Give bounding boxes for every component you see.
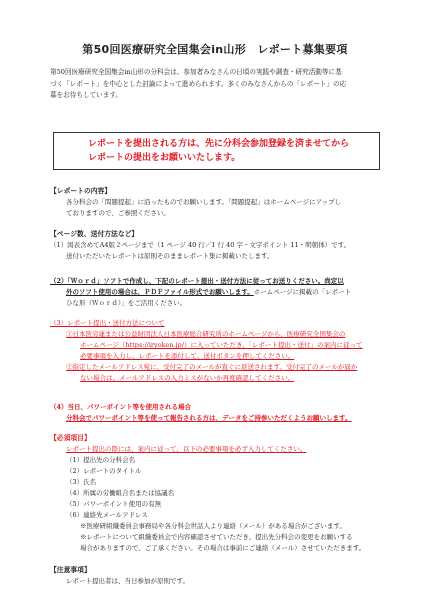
section-content <box>50 186 384 219</box>
section-pages <box>50 229 384 262</box>
submit-step-1: ①日本医労連または公益財団法人日本医療総合研究所のホームページから、医療研究全国集会の <box>66 330 346 338</box>
section-word <box>50 276 384 309</box>
notice-line: レポートの提出をお願いいたします。 <box>88 153 241 163</box>
submit-step-2: ②指定したメールアドレス宛に、受付完了のメールが直ぐに返送されます。受付完了のメールが届か <box>66 363 358 371</box>
notice-line: レポートを提出される方は、先に分科会参加登録を済ませてから <box>88 139 350 149</box>
required-note: 場合がありますので、ご了承ください。その場合は事前にご連絡（メール）させていただきます。 <box>80 544 366 552</box>
section-heading: 【レポートの内容】 <box>50 187 112 195</box>
intro-line: 第50回医療研究全国集会in山形の分科会は、参加者みなさんの日頃の実践や調査・研究活動等に基 <box>50 68 342 76</box>
content-line: 各分科会の「問題提起」に沿ったものでお願いします。「問題提起」はホームページにアップし <box>66 198 342 206</box>
content-line: ておりますので、ご参照ください。 <box>66 209 170 217</box>
pdf-instruction: 外のソフト使用の場合は、ＰＤＦファイル形式でお願いします。 <box>66 288 254 296</box>
required-item: （4）所属の労働組合名または協議名 <box>66 489 175 497</box>
intro-line: 募をお待ちしています。 <box>50 91 123 99</box>
word-instruction: （2）「Ｗｏｒｄ」ソフトで作成し、下記のレポート提出・送付方法に従ってお送りください。尚定以 <box>50 277 344 285</box>
intro-paragraph <box>50 67 382 102</box>
required-item: （3）氏名 <box>66 478 97 486</box>
section-powerpoint <box>50 402 384 424</box>
required-item: （5）パワーポイント使用の有無 <box>66 500 162 508</box>
submit-step-1: ホームページ（https://iryoken.jp/）に入っていただき、「レポート提出・送付」の案内に従って <box>80 341 363 349</box>
pages-line: 送付いただいたレポートは原則そのままレポート集に掲載いたします。 <box>66 252 274 260</box>
caution-heading: 【注意事項】 <box>50 566 91 574</box>
submit-step-2: ない場合は、メールアドレスの入力ミスがないか再度確認してください。 <box>80 374 295 382</box>
required-note: ※医療研組織委員会事務局や各分科会世話人より連絡（メール）がある場合がございます。 <box>80 522 346 530</box>
required-heading: 【必須項目】 <box>50 434 91 442</box>
powerpoint-heading: （4）当日、パワーポイント等を使用される場合 <box>50 403 192 411</box>
pages-line: （1）図表含めてA4版２ページまで（1 ページ 40 行／1 行 40 字・文字ポイント 11・明朝体）です。 <box>50 241 351 249</box>
page-title: 第50回医療研究全国集会in山形 レポート募集要項 <box>82 43 348 56</box>
caution-line: レポート提出者は、当日参加が原則です。 <box>66 577 189 585</box>
submit-heading: （3）レポート提出・送付方法について <box>50 319 165 327</box>
required-item: （6）連絡先メールアドレス <box>66 511 148 519</box>
section-caution <box>50 565 384 587</box>
section-required <box>50 433 384 554</box>
template-note-cont: ひな形（Ｗｏｒｄ）」をご活用ください。 <box>66 299 187 307</box>
section-heading: 【ページ数、送付方法など】 <box>50 230 139 238</box>
template-note: ホームページに掲載の「レポート <box>253 288 352 296</box>
submit-step-1: 必要事項を入力し、レポートを添付して、送付ボタンを押してください。 <box>80 352 295 360</box>
required-note: ※レポートについて組織委員会で内容確認させていただき、提出先分科会の変更をお願いする <box>80 533 353 541</box>
required-item: （2）レポートのタイトル <box>66 467 142 475</box>
intro-line: づく「レポート」を中心とした討論によって進められます。多くのみなさんからの「レポート」の応 <box>50 79 347 88</box>
powerpoint-line: 分科会でパワーポイント等を使って報告される方は、データをご持参いただくようお願いします。 <box>66 414 352 422</box>
registration-notice-box <box>53 132 380 170</box>
section-submit <box>50 318 384 384</box>
required-item: （1）提出先の分科会名 <box>66 456 136 464</box>
required-lead: レポート提出の際には、案内に従って、以下の必要事項を必ず入力してください。 <box>66 445 307 453</box>
